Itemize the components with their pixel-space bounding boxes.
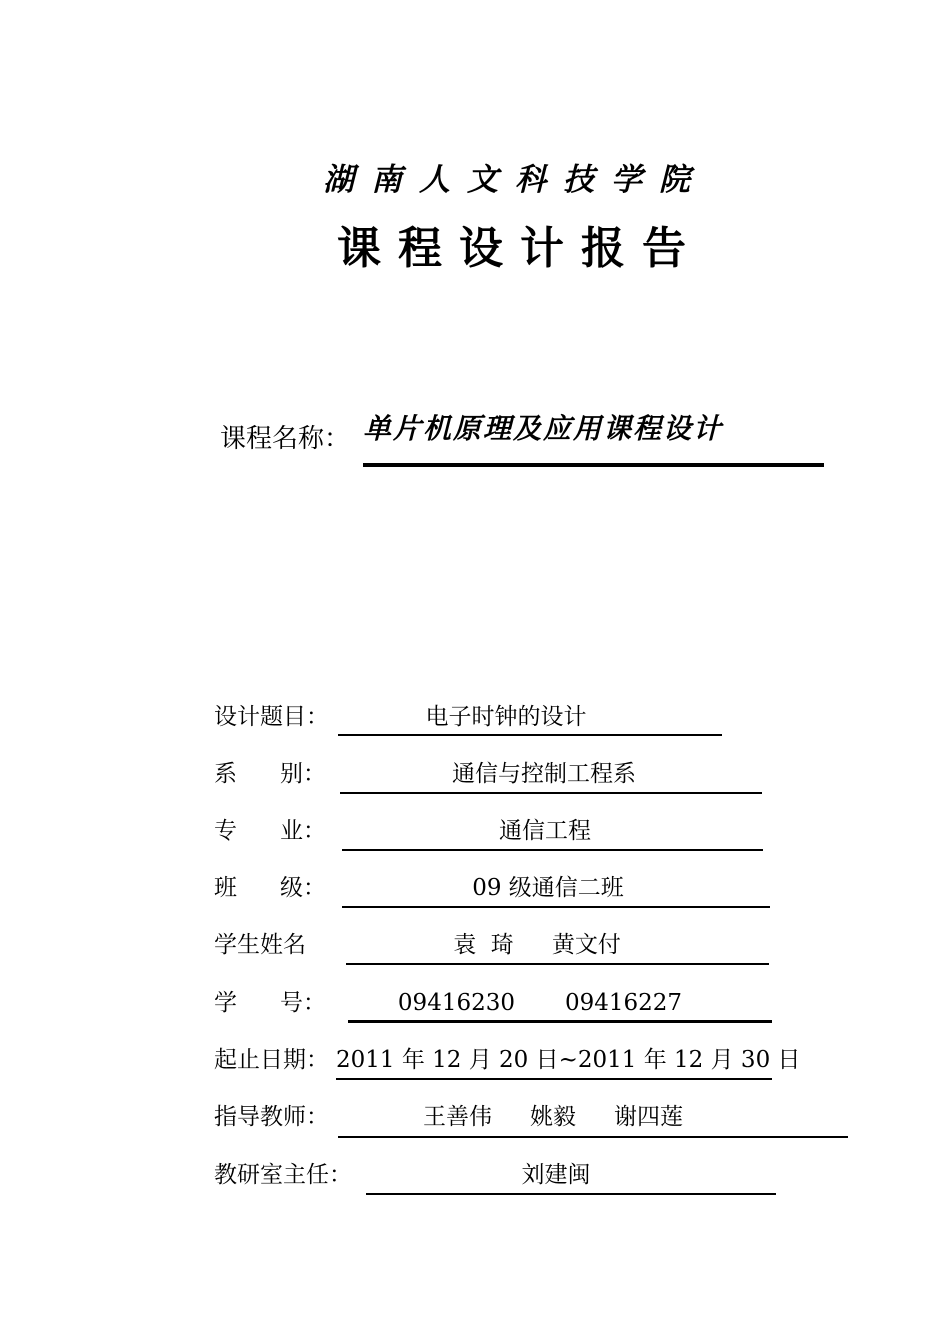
class-value: 09 级通信二班 [472,875,624,901]
report-title: 课程设计报告 [337,223,703,274]
department-underline [340,792,762,794]
students-underline [346,963,769,965]
student-id-value [348,987,732,1019]
department-label-char-2: 别： [280,761,326,787]
student-id-2: 09416227 [565,990,683,1016]
class-label-char-2: 级： [280,875,326,901]
student-id-underline [348,1020,772,1023]
major-label-char-1: 专 [214,818,237,844]
advisors-label: 指导教师： [214,1104,329,1130]
class-underline [342,906,770,908]
student-id-label-char-2: 号： [280,990,326,1016]
advisors-underline [338,1136,848,1138]
department-value: 通信与控制工程系 [452,761,636,787]
student-name-1: 袁 琦 [453,932,514,958]
topic-underline [338,734,722,736]
course-name-underline [363,463,824,467]
advisor-name-1: 王善伟 [423,1104,492,1130]
major-value: 通信工程 [499,818,591,844]
major-label [214,815,326,847]
course-name-label: 课程名称： [220,424,351,454]
students-value [346,929,728,961]
department-label [214,758,326,790]
student-id-label-char-1: 学 [214,990,237,1016]
advisor-name-2: 姚毅 [530,1104,576,1130]
school-name: 湖南人文科技学院 [323,162,707,198]
major-underline [342,849,763,851]
dates-label: 起止日期： [214,1047,329,1073]
class-label-char-1: 班 [214,875,237,901]
student-id-1: 09416230 [397,990,515,1016]
major-label-char-2: 业： [280,818,326,844]
dates-value: 2011 年 12 月 20 日~2011 年 12 月 30 日 [336,1047,801,1073]
students-label: 学生姓名 [214,932,306,958]
student-name-2: 黄文付 [551,932,621,958]
topic-value: 电子时钟的设计 [425,704,587,730]
class-label [214,872,326,904]
student-id-label [214,987,326,1019]
advisor-name-3: 谢四莲 [614,1104,683,1130]
director-underline [366,1193,776,1195]
course-name-value: 单片机原理及应用课程设计 [363,412,724,445]
department-label-char-1: 系 [214,761,237,787]
topic-label: 设计题目： [214,704,329,730]
director-value: 刘建闽 [521,1162,591,1188]
dates-underline [336,1078,772,1080]
director-label: 教研室主任： [214,1162,352,1188]
advisors-value [338,1101,768,1133]
